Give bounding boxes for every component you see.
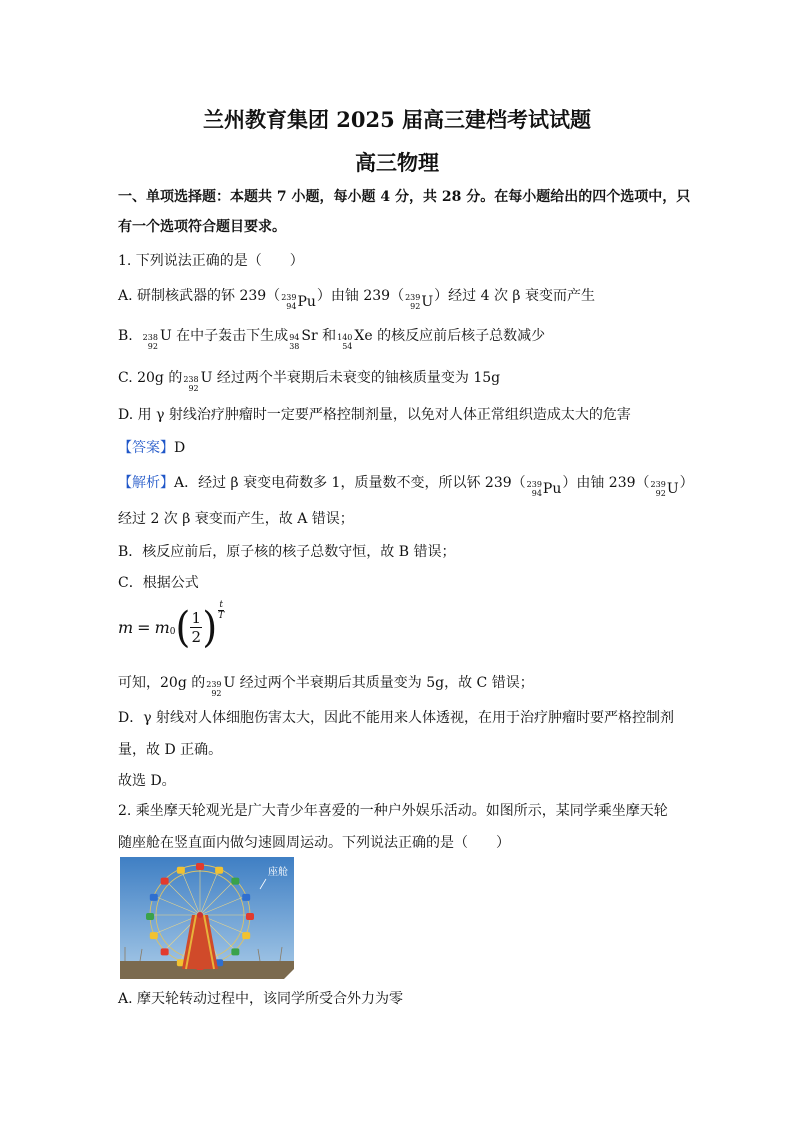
- q1-analysis-a: 【解析】A．经过 β 衰变电荷数多 1，质量数不变，所以钚 239（ 239 94 Pu ）由铀 239（ 239 92 U ）: [118, 475, 694, 498]
- q1-option-d: D. 用 γ 射线治疗肿瘤时一定要严格控制剂量，以免对人体正常组织造成太大的危害: [118, 407, 631, 423]
- q1-answer: 【答案】D: [118, 440, 186, 456]
- ferris-cabin: [242, 894, 250, 901]
- nuclide-sr94: 94 38: [289, 333, 300, 351]
- ferris-cabin: [242, 932, 250, 939]
- q1-option-c: C. 20g 的 238 92 U 经过两个半衰期后未衰变的铀核质量变为 15g: [118, 370, 501, 393]
- q1-analysis-a2: 经过 2 次 β 衰变而产生，故 A 错误；: [118, 511, 354, 527]
- section-heading-line2: 有一个选项符合题目要求。: [118, 219, 286, 235]
- q1-option-a: A. 研制核武器的钚 239（ 239 94 Pu ）由铀 239（ 239 92 U ）经过 4 次 β 衰变而产生: [118, 288, 595, 311]
- ferris-cabin: [215, 867, 223, 874]
- ferris-cabin: [231, 948, 239, 955]
- q1-analysis-b: B．核反应前后，原子核的核子总数守恒，故 B 错误；: [118, 544, 456, 560]
- q1-analysis-d2: 量，故 D 正确。: [118, 742, 223, 758]
- ferris-wheel-photo: [120, 857, 294, 979]
- nuclide-u238: 238 92: [142, 333, 158, 351]
- ferris-cabin: [146, 913, 154, 920]
- q1-analysis-c: C．根据公式: [118, 575, 199, 591]
- section-heading-line1: 一、单项选择题：本题共 7 小题，每小题 4 分，共 28 分。在每小题给出的四个选项中，只: [118, 189, 691, 205]
- nuclide-pu239: 239 94 Pu: [281, 293, 316, 311]
- page-title: 兰州教育集团 2025 届高三建档考试试题: [202, 107, 592, 132]
- nuclide-u238-c: 238 92: [183, 375, 199, 393]
- ferris-cabin: [177, 867, 185, 874]
- q2-stem-line1: 2. 乘坐摩天轮观光是广大青少年喜爱的一种户外娱乐活动。如图所示，某同学乘坐摩天轮: [118, 803, 668, 819]
- ferris-cabin: [231, 878, 239, 885]
- ferris-cabin: [150, 894, 158, 901]
- nuclide-u239: 239 92 U: [405, 293, 434, 311]
- q1-analysis-c2: 可知，20g 的 239 92 U 经过两个半衰期后其质量变为 5g，故 C 错误；: [118, 675, 534, 698]
- page-subtitle: 高三物理: [355, 150, 439, 175]
- q1-stem: 1. 下列说法正确的是（ ）: [118, 253, 304, 269]
- ferris-cabin: [246, 913, 254, 920]
- q1-conclusion: 故选 D。: [118, 773, 176, 789]
- q1-option-b: B. 238 92 U 在中子轰击下生成 94 38 Sr 和 140 54 Xe 的核反应前后核子总数减少: [118, 328, 546, 351]
- q1-analysis-d1: D．γ 射线对人体细胞伤害太大，因此不能用来人体透视，在用于治疗肿瘤时要严格控制剂: [118, 710, 675, 726]
- ferris-cabin: [196, 863, 204, 870]
- q2-stem-line2: 随座舱在竖直面内做匀速圆周运动。下列说法正确的是（ ）: [118, 835, 510, 851]
- ferris-cabin: [150, 932, 158, 939]
- nuclide-xe140: 140 54: [337, 333, 353, 351]
- q2-option-a: A. 摩天轮转动过程中，该同学所受合外力为零: [118, 991, 404, 1007]
- ferris-cabin: [161, 948, 169, 955]
- photo-label-cabin: 座舱: [268, 867, 288, 878]
- decay-formula: m = m 0 ( $\frac{1}{2}$ ) t T: [118, 600, 225, 652]
- ferris-cabin: [161, 878, 169, 885]
